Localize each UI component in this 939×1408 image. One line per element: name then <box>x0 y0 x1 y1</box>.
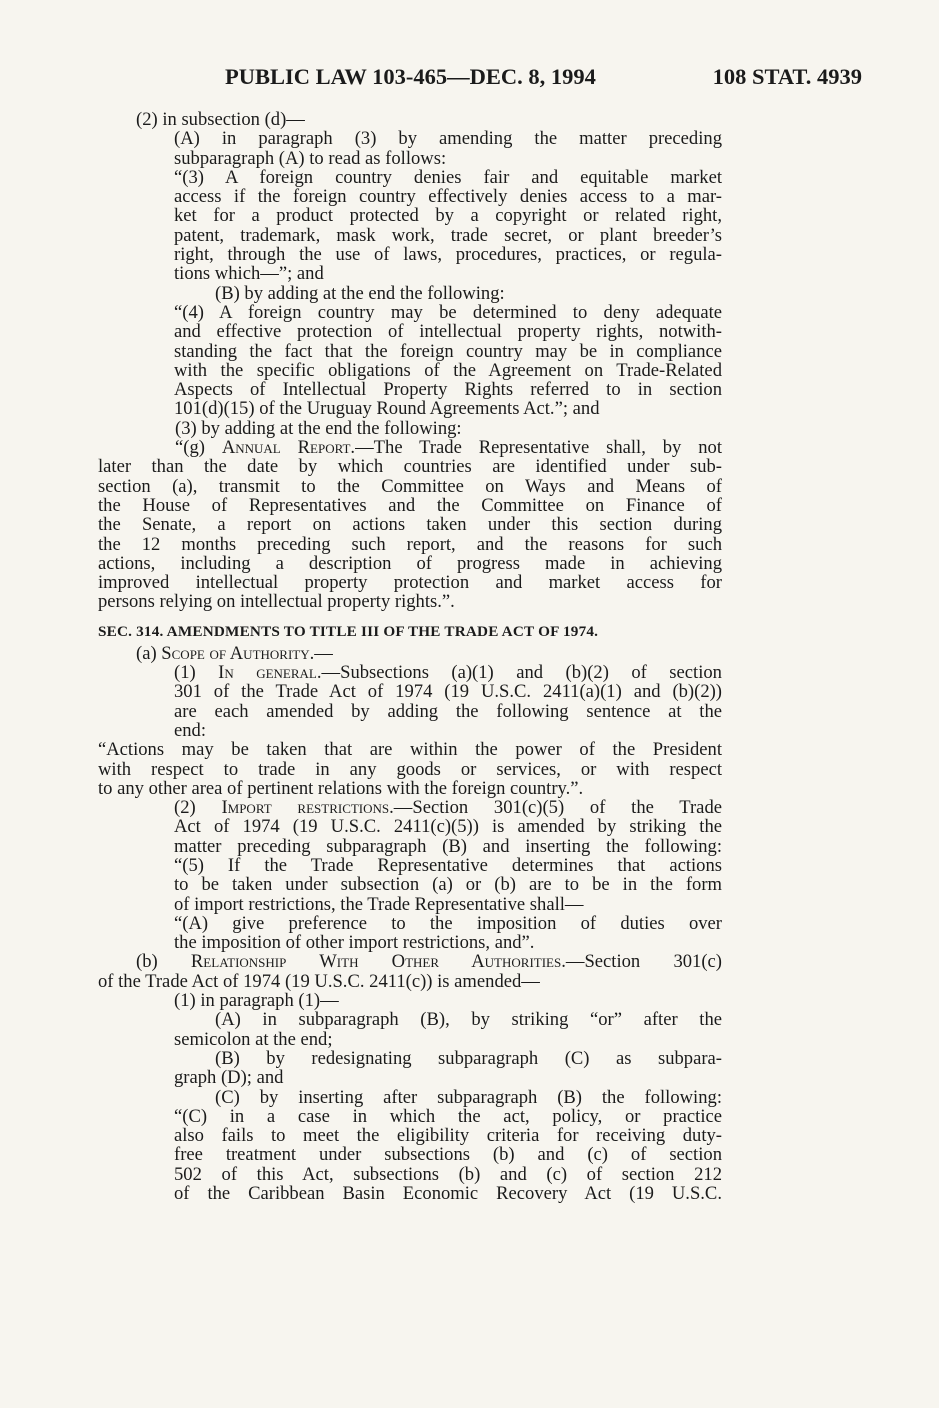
text-line: with respect to trade in any goods or services, or with respect <box>98 758 722 780</box>
text-line: of the Trade Act of 1974 (19 U.S.C. 2411(c)) is amended— <box>98 970 540 992</box>
text-line: and effective protection of intellectual property rights, notwith- <box>174 321 722 343</box>
subsection-b-prefix: (b) <box>136 951 191 973</box>
text-line: section (a), transmit to the Committee on Ways and Means of <box>98 475 722 497</box>
text-line: (A) in paragraph (3) by amending the matter preceding <box>174 128 722 150</box>
text-line: matter preceding subparagraph (B) and inserting the following: <box>174 835 722 857</box>
section-g-prefix: “(g) <box>175 437 222 459</box>
text-line: (B) by adding at the end the following: <box>215 282 505 304</box>
text-line: to any other area of pertinent relations with the foreign country.”. <box>98 777 584 799</box>
text-line: (1) in paragraph (1)— <box>174 990 339 1012</box>
import-restrictions-heading: Import restrictions. <box>221 797 394 819</box>
document-body <box>98 110 722 1203</box>
relationship-heading: Relationship With Other Authorities. <box>190 951 566 973</box>
in-general-heading: In general. <box>218 662 322 684</box>
text-line: 101(d)(15) of the Uruguay Round Agreements Act.”; and <box>174 398 600 420</box>
text-line: to be taken under subsection (a) or (b) are to be in the form <box>174 874 722 896</box>
text-line <box>98 798 722 817</box>
text-line: tions which—”; and <box>174 263 324 285</box>
text-line: 502 of this Act, subsections (b) and (c) of section 212 <box>174 1163 722 1185</box>
text-line <box>98 438 722 457</box>
text-line: subparagraph (A) to read as follows: <box>174 147 447 169</box>
text-line: (3) by adding at the end the following: <box>175 417 462 439</box>
text-line: actions, including a description of progress made in achieving <box>98 552 722 574</box>
text-line: ket for a product protected by a copyright or related right, <box>174 205 722 227</box>
text-line: Act of 1974 (19 U.S.C. 2411(c)(5)) is amended by striking the <box>174 816 722 838</box>
public-law-title: PUBLIC LAW 103-465—DEC. 8, 1994 <box>225 64 596 89</box>
scope-of-authority-heading: Scope of Authority. <box>161 642 315 664</box>
text-line: standing the fact that the foreign country may be in compliance <box>174 340 722 362</box>
text-line: the 12 months preceding such report, and the reasons for such <box>98 533 722 555</box>
text-line: (C) by inserting after subparagraph (B) the following: <box>215 1086 722 1108</box>
text-line <box>98 952 722 971</box>
para-1-text: —Subsections (a)(1) and (b)(2) of section <box>321 662 722 684</box>
stat-citation: 108 STAT. 4939 <box>712 64 862 89</box>
text-line: (B) by redesignating subparagraph (C) as subpara- <box>215 1047 722 1069</box>
para-2-prefix: (2) <box>174 797 222 819</box>
text-line: the Senate, a report on actions taken under this section during <box>98 514 722 536</box>
subsection-b-text: —Section 301(c) <box>565 951 722 973</box>
text-line: of the Caribbean Basin Economic Recovery Act (19 U.S.C. <box>174 1183 722 1205</box>
text-line: semicolon at the end; <box>174 1028 333 1050</box>
text-line: right, through the use of laws, procedures, practices, or regula- <box>174 244 722 266</box>
text-line: later than the date by which countries are identified under sub- <box>98 456 722 478</box>
text-line: access if the foreign country effectively denies access to a mar- <box>174 186 722 208</box>
text-line: “(4) A foreign country may be determined to deny adequate <box>174 301 722 323</box>
text-line: patent, trademark, mask work, trade secret, or plant breeder’s <box>174 224 722 246</box>
text-line: with the specific obligations of the Agreement on Trade-Related <box>174 359 722 381</box>
subsection-a-dash: — <box>314 642 333 664</box>
text-line: graph (D); and <box>174 1067 284 1089</box>
text-line: 301 of the Trade Act of 1974 (19 U.S.C. 2411(a)(1) and (b)(2)) <box>174 681 722 703</box>
text-line: are each amended by adding the following sentence at the <box>174 700 722 722</box>
text-line: end: <box>174 719 207 741</box>
text-line: persons relying on intellectual property rights.”. <box>98 591 455 613</box>
text-line: “(3) A foreign country denies fair and equitable market <box>174 166 722 188</box>
section-g-text: —The Trade Representative shall, by not <box>355 437 722 459</box>
text-line: “Actions may be taken that are within the power of the President <box>98 739 722 761</box>
text-line: “(C) in a case in which the act, policy, or practice <box>174 1105 722 1127</box>
subsection-a-prefix: (a) <box>136 642 162 664</box>
text-line <box>98 663 722 682</box>
text-line: “(5) If the Trade Representative determines that actions <box>174 854 722 876</box>
text-line: improved intellectual property protection and market access for <box>98 572 722 594</box>
text-line: also fails to meet the eligibility criteria for receiving duty- <box>174 1125 722 1147</box>
text-line <box>98 644 722 663</box>
para-2-text: —Section 301(c)(5) of the Trade <box>393 797 722 819</box>
section-314-heading: SEC. 314. AMENDMENTS TO TITLE III OF THE TRADE ACT OF 1974. <box>98 622 599 640</box>
text-line: of import restrictions, the Trade Representative shall— <box>174 893 584 915</box>
page-header <box>98 64 862 94</box>
para-1-prefix: (1) <box>174 662 219 684</box>
text-line: Aspects of Intellectual Property Rights referred to in section <box>174 379 722 401</box>
text-line: “(A) give preference to the imposition of duties over <box>174 912 722 934</box>
text-line: (2) in subsection (d)— <box>136 109 305 130</box>
text-line: the House of Representatives and the Committee on Finance of <box>98 494 722 516</box>
text-line: the imposition of other import restrictions, and”. <box>174 932 535 954</box>
annual-report-heading: Annual Report. <box>221 437 356 459</box>
text-line: (A) in subparagraph (B), by striking “or” after the <box>215 1009 722 1031</box>
text-line: free treatment under subsections (b) and (c) of section <box>174 1144 722 1166</box>
